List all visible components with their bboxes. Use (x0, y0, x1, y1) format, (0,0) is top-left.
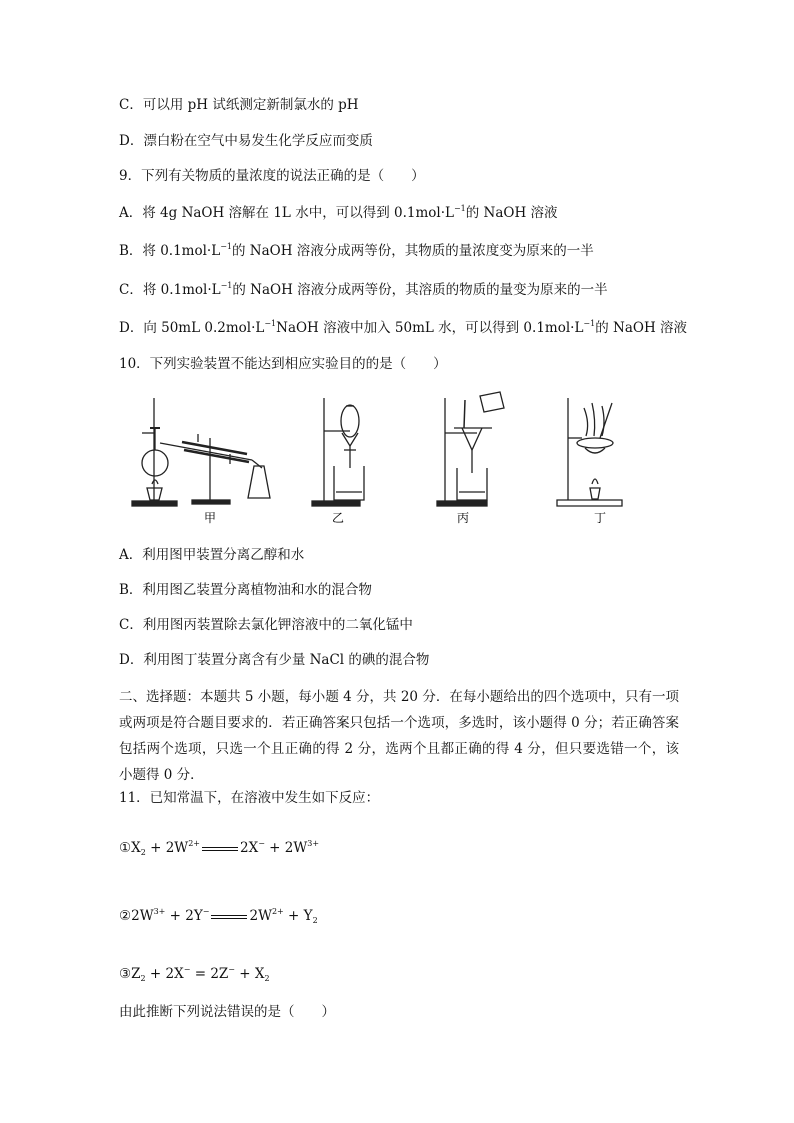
question-9: 9．下列有关物质的量浓度的说法正确的是（ ） (119, 168, 425, 184)
option-8c: C．可以用 pH 试纸测定新制氯水的 pH (119, 97, 359, 113)
option-10d: D．利用图丁装置分离含有少量 NaCl 的碘的混合物 (119, 652, 430, 668)
apparatus-ding-sublimation (557, 398, 622, 506)
option-10a: A．利用图甲装置分离乙醇和水 (119, 547, 305, 563)
section-2-instructions: 二、选择题：本题共 5 小题，每小题 4 分，共 20 分．在每小题给出的四个选项中，只有一项或两项是符合题目要求的．若正确答案只包括一个选项，多选时，该小题得 0 分；若正确答案包括两个选项，只选一个且正确的得 2 分，选两个且都正确的得 4 分，但只要选错一个，该小题得 0 分． (119, 689, 679, 783)
option-8d: D．漂白粉在空气中易发生化学反应而变质 (119, 133, 373, 149)
figure-label-ding: 丁 (594, 511, 607, 525)
figure-label-jia: 甲 (204, 511, 217, 525)
question-11-prompt: 由此推断下列说法错误的是（ ） (119, 1004, 335, 1020)
option-9b: B．将 $0.1mol\cdot L^{-1}$的 NaOH 溶液分成两等份，其物质的量浓度变为原来的一半 (119, 242, 594, 259)
figure-label-bing: 丙 (457, 511, 470, 525)
option-9d: D．向 50mL $0.2mol\cdot L^{-1}NaOH$ 溶液中加入 50mL 水，可以得到 $0.1mol\cdot L^{-1}$的 NaOH 溶液 (119, 319, 688, 336)
apparatus-bing-filtration (437, 392, 504, 506)
option-10b: B．利用图乙装置分离植物油和水的混合物 (119, 582, 372, 598)
option-10c: C．利用图丙装置除去氯化钾溶液中的二氧化锰中 (119, 617, 413, 633)
equals-sign-icon (211, 912, 247, 922)
question-11: 11．已知常温下，在溶液中发生如下反应： (119, 790, 380, 806)
question-10: 10．下列实验装置不能达到相应实验目的的是（ ） (119, 356, 447, 372)
option-9c: C．将 $0.1mol\cdot L^{-1}$的 NaOH 溶液分成两等份，其溶质的物质的量变为原来的一半 (119, 281, 608, 298)
apparatus-jia-distillation (132, 398, 270, 506)
equation-1: $①X_2 + 2W^{2+}$ $2X^- + 2W^{3+}$ (119, 839, 320, 857)
lab-apparatus-figure (112, 388, 642, 528)
equation-2: $②2W^{3+} + 2Y^-$ $2W^{2+} + Y_2$ (119, 907, 318, 925)
equals-sign-icon (202, 844, 238, 854)
equation-3: $③Z_2 + 2X^- = 2Z^- + X_2$ (119, 965, 270, 983)
apparatus-yi-separatory-funnel (312, 398, 364, 506)
option-9a: A．将 4g NaOH 溶解在 1L 水中，可以得到 $0.1mol\cdot L^{-1}$的 NaOH 溶液 (119, 204, 558, 221)
figure-label-yi: 乙 (332, 511, 345, 525)
